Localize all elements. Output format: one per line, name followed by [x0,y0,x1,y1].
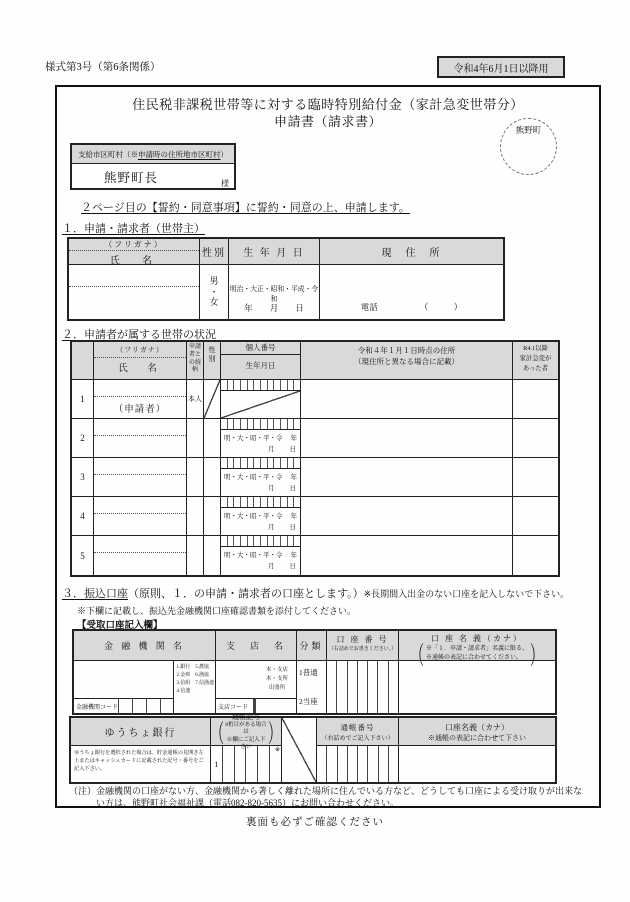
bank-code-label: 金融機関コード [74,699,119,713]
bank-name-cell [74,661,216,713]
symbol-sixth-digit-mark: ※ [274,747,280,753]
member-name-field[interactable] [94,536,187,575]
account-holder-field[interactable] [399,661,555,713]
col-mynumber-header: 個人番号 生年月日 [221,342,301,379]
account-box-label: 【受取口座記入欄】 [77,621,163,631]
sex-field[interactable] [204,536,221,575]
town-seal-label: 熊野町 [515,125,542,135]
mynumber-birth-cell [221,497,301,535]
birthdate-field[interactable]: 明・大・昭・平・令 年 月 日 [224,513,297,531]
account-number-cells[interactable] [327,661,398,713]
member-name-field[interactable] [94,497,187,535]
recipient-header-prefix: 支給市区町村（※ [78,149,138,159]
row-number: 1 [72,380,94,418]
yucho-symbol-cell [211,746,281,782]
branch-name-cell [216,661,297,713]
yucho-bank-column [71,718,211,782]
recipient-header-underlined: 申請時の住所地市区町村 [138,149,221,159]
col-birth-header: 生 年 月 日 [229,239,320,264]
relation-field[interactable] [187,497,204,535]
col-sex-header: 性別 [204,342,221,379]
member-name-field[interactable] [94,380,187,418]
bank-name-field[interactable] [74,661,173,698]
branch-code-label: 支店コード [216,699,254,713]
income-change-field[interactable] [513,419,558,457]
member-address-field[interactable] [301,419,513,457]
row-number: 3 [72,458,94,496]
household-row-1 [72,380,558,419]
applicant-sex-field[interactable]: 男 ・ 女 [200,265,229,319]
branch-name-field[interactable] [216,661,296,698]
income-change-field[interactable] [513,380,558,418]
applicant-address-field[interactable] [320,265,503,319]
relation-field[interactable] [187,419,204,457]
footnote-label: （注） [69,786,97,796]
col-relation-header: 申請者との続柄 [187,342,204,379]
applicant-table-header [69,239,503,265]
validity-badge: 令和4年6月1日以降用 [437,56,565,78]
mynumber-grid[interactable] [221,458,300,469]
col-type-header: 分類 [297,631,327,660]
section1-heading: １．申請・請求者（世帯主） [62,223,205,235]
relation-field[interactable] [187,536,204,575]
mynumber-birth-cell [221,380,301,418]
backside-reminder: 裏面も必ずご確認ください [246,817,384,828]
household-row-5 [72,536,558,575]
income-change-field[interactable] [513,497,558,535]
member-name-field[interactable] [94,419,187,457]
recipient-header-suffix: ） [220,149,228,159]
col-income-change-header: R4.1以降 家計急変が あった者 [513,342,558,379]
col-bank-header: 金 融 機 関 名 [74,631,216,660]
member-address-field[interactable] [301,380,513,418]
applicant-table [67,237,505,321]
col-name-header: （フリガナ） 氏 名 [69,239,200,264]
date-labels: 年 月 日 [244,303,304,313]
bank-account-table [72,629,557,715]
yucho-note-cell: ゆうちょ銀行を選択された場合は、貯金通帳の見開き左上またはキャッシュカードに記載された記号・番号をご記入下さい。 [74,750,204,772]
row-number: 2 [72,419,94,457]
form-code: 様式第3号（第6条関係） [45,62,161,73]
footnote [69,786,591,809]
mynumber-grid[interactable] [221,536,300,547]
member-address-field[interactable] [301,458,513,496]
relation-self: 本人 [187,380,204,418]
yucho-symbol-header: （ 通帳記号 6桁目がある場合は ※欄にご記入下さい ） [211,713,281,750]
pledge-statement: ２ページ目の【誓約・同意事項】に誓約・同意の上、申請します。 [81,202,410,214]
recipient-name: 熊野町長 [104,171,159,185]
applicant-furigana-field[interactable] [69,265,199,287]
col-holder-header: 口 座 名 義（カナ） （ ※「１．申請・請求者」名義に限る。 ※通帳の表記に合わせてください。 ） [399,631,555,660]
bank-table-body [74,661,555,713]
account-number-cell [327,661,399,713]
mynumber-grid[interactable] [221,497,300,508]
branch-type-options: 本・支店 本・支所 出張所 [265,667,288,691]
era-options: 明治・大正・昭和・平成・令和 [229,286,319,303]
income-change-field[interactable] [513,458,558,496]
applicant-name-field[interactable] [69,265,200,319]
recipient-honorific: 様 [221,179,229,188]
col-address-header: 令和４年１月１日時点の住所 （現住所と異なる場合に記載） [301,342,513,379]
sex-field[interactable] [204,458,221,496]
birthdate-crossed [221,391,300,418]
bank-code-cells[interactable] [119,699,173,713]
applicant-table-row [69,265,503,319]
yucho-bank-name: ゆうちょ銀行 [71,718,210,746]
footnote-text: 金融機関の口座がない方、金融機関から著しく離れた場所に住んでいる方など、どうしても口座による受け取りが出来ない方は、熊野町社会福祉課（電話082-820-5635）にお問い合わせください。 [96,786,583,808]
sex-cell-crossed [204,380,221,418]
member-address-field[interactable] [301,497,513,535]
birthdate-field[interactable]: 明・大・昭・平・令 年 月 日 [224,474,297,492]
branch-code-strip [216,698,296,713]
yucho-symbol-column [211,713,282,782]
recipient-body [72,164,234,190]
household-row-2 [72,419,558,458]
income-change-field[interactable] [513,536,558,575]
row-number: 5 [72,536,94,575]
yucho-number-column [317,718,399,782]
form-title: 住民税非課税世帯等に対する臨時特別給付金（家計急変世帯分） [132,97,524,112]
yucho-number-header: 通帳番号 （右詰めでご記入下さい） [317,718,398,746]
col-rownum-header [72,342,94,379]
col-address-header: 現 住 所 [320,239,503,264]
yucho-holder-field[interactable] [399,746,555,782]
col-account-number-header: 口 座 番 号 （右詰めでお書きください。） [327,631,399,660]
sex-field[interactable] [204,497,221,535]
mynumber-grid[interactable] [221,380,300,391]
household-table-header [72,342,558,380]
yucho-holder-column [399,718,555,782]
form-body-frame [55,85,601,808]
sex-field[interactable] [204,419,221,457]
symbol-fixed-digit: 1 [214,759,219,769]
household-row-3 [72,458,558,497]
bank-table-header [74,631,555,670]
birthdate-field[interactable]: 明・大・昭・平・令 年 月 日 [224,552,297,570]
yucho-number-cells[interactable] [317,746,398,782]
phone-line [320,301,503,313]
section3-instruction: ※下欄に記載し、振込先金融機関口座確認書類を添付してください。 [77,606,357,616]
member-name-field[interactable] [94,458,187,496]
mynumber-grid[interactable] [221,419,300,430]
yucho-number-cell [317,746,398,782]
mynumber-birth-cell [221,419,301,457]
applicant-birthdate-field[interactable] [229,265,320,319]
bank-code-strip [74,698,173,713]
relation-field[interactable] [187,458,204,496]
member-address-field[interactable] [301,536,513,575]
mynumber-birth-cell [221,458,301,496]
yucho-symbol-cells[interactable] [211,746,281,782]
birthdate-field[interactable]: 明・大・昭・平・令 年 月 日 [224,435,297,453]
household-row-4 [72,497,558,536]
phone-label: 電話 [360,302,378,312]
col-name-header: （フリガナ） 氏 名 [94,342,187,379]
yucho-holder-header: 口座名義（カナ） ※通帳の表記に合わせて下さい [399,718,555,746]
section2-heading: ２．申請者が属する世帯の状況 [62,329,216,341]
recipient-header [72,145,234,164]
applicant-label: （申請者） [113,405,167,415]
symbol-number-separator [282,718,317,782]
recipient-box [70,143,236,190]
row-number: 4 [72,497,94,535]
section3-heading: ３．振込口座（原則、１．の申請・請求者の口座とします。）※長期間入出金のない口座を記入しないで下さい。 [62,588,570,600]
mynumber-birth-cell [221,536,301,575]
account-type-cell[interactable]: 1普通 2当座 [297,661,327,713]
household-table [70,340,560,577]
yucho-table [69,713,557,784]
col-sex-header: 性別 [200,239,229,264]
phone-blank[interactable]: （ ） [419,302,463,312]
form-subtitle: 申請書（請求書） [273,114,382,129]
branch-code-cells[interactable] [254,699,256,713]
col-branch-header: 支 店 名 [216,631,297,660]
bank-type-options: 1.銀行 5.農協 2.金庫 6.漁協 3.信組 7.信漁連 4.信連 [173,661,215,713]
town-seal-placeholder [500,118,557,175]
